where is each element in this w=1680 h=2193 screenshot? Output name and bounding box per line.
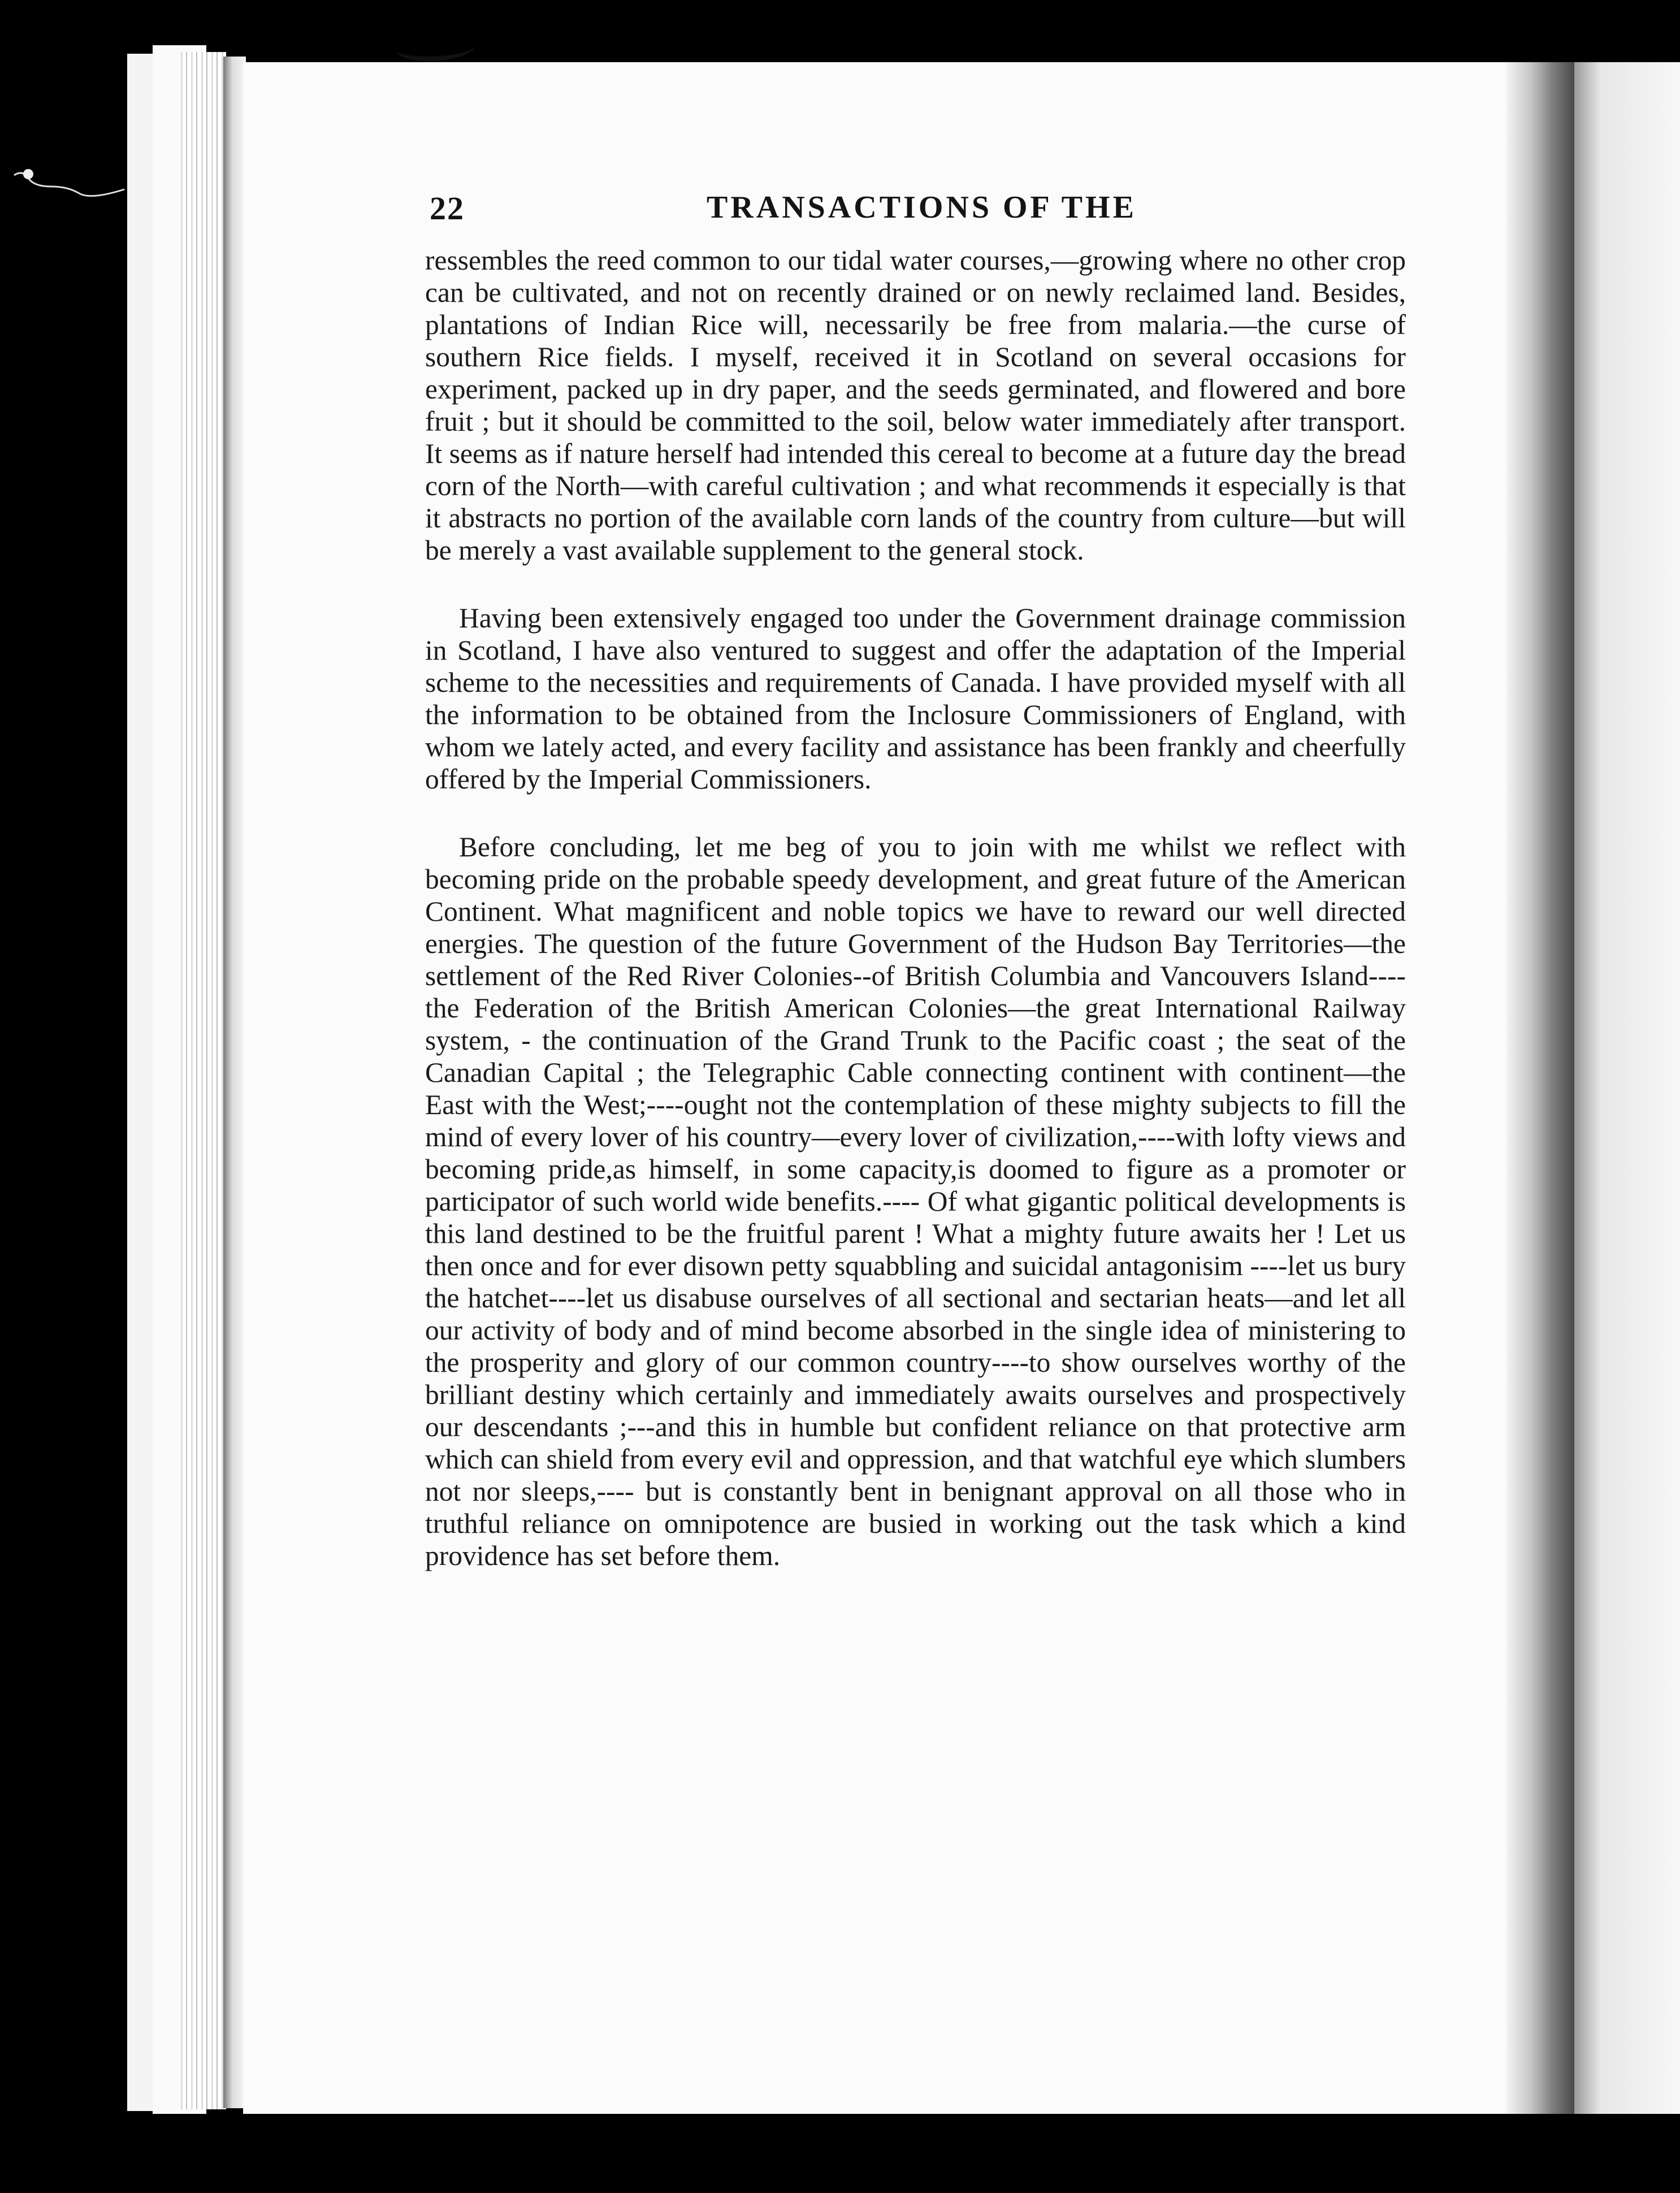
paragraph: Before concluding, let me beg of you to join with me whilst we reflect with becoming pride on the probable speedy development, and great future of the American Continent. What magnificent and noble topics we have to reward our well directed energies. The question of the future Government of the Hudson Bay Territories—the settlement of the Red River Colonies--of British Columbia and Vancouvers Island----the Federation of the British American Colonies—the great International Railway system, - the continuation of the Grand Trunk to the Pacific coast ; the seat of the Canadian Capital ; the Telegraphic Cable connecting continent with continent—the East with the West;----ought not the contemplation of these mighty subjects to fill the mind of every lover of his country—every lover of civilization,----with lofty views and becoming pride,as himself, in some capacity,is doomed to figure as a promoter or participator of such world wide benefits.---- Of what gigantic political developments is this land destined to be the fruitful parent ! What a mighty future awaits her ! Let us then once and for ever disown petty squabbling and suicidal antagonisim ----let us bury the hatchet----let us disabuse ourselves of all sectional and sectarian heats—and let all our activity of body and of mind become absorbed in the single idea of ministering to the prosperity and glory of our common country----to show ourselves worthy of the brilliant destiny which certainly and immediately awaits ourselves and prospectively our descendants ;---and this in humble but confident reliance on that protective arm which can shield from every evil and oppression, and that watchful eye which slumbers not nor sleeps,---- but is constantly bent in benignant approval on all those who in truthful reliance on omnipotence are busied in working out the task which a kind providence has set before them. <box>425 831 1406 1571</box>
paragraph: ressembles the reed common to our tidal water courses,—growing where no other crop can be cultivated, and not on recently drained or on newly reclaimed land. Besides, plantations of Indian Rice will, necessarily be free from malaria.—the curse of southern Rice fields. I myself, received it in Scotland on several occasions for experiment, packed up in dry paper, and the seeds germinated, and flowered and bore fruit ; but it should be committed to the soil, below water immediately after transport. It seems as if nature herself had intended this cereal to become at a future day the bread corn of the North—with careful cultivation ; and what recommends it especially is that it abstracts no portion of the available corn lands of the country from culture—but will be merely a vast available supplement to the general stock. <box>425 245 1406 566</box>
page-fold-mark <box>396 34 475 61</box>
debris-mark <box>11 164 136 203</box>
page-header <box>430 189 1402 240</box>
page-number: 22 <box>430 190 465 227</box>
running-head: TRANSACTIONS OF THE <box>707 190 1137 225</box>
body-text <box>425 244 1406 1607</box>
paragraph: Having been extensively engaged too under the Government drainage commission in Scotland, I have also ventured to suggest and offer the adaptation of the Imperial scheme to the necessities and requirements of Canada. I have provided myself with all the information to be obtained from the Inclosure Commissioners of England, with whom we lately acted, and every facility and assistance has been frankly and cheerfully offered by the Imperial Commissioners. <box>425 603 1406 795</box>
stacked-page-edge <box>181 52 226 2109</box>
facing-page-edge <box>1574 62 1680 2114</box>
binding-gutter <box>1506 62 1574 2114</box>
page-shadow <box>223 57 246 2108</box>
